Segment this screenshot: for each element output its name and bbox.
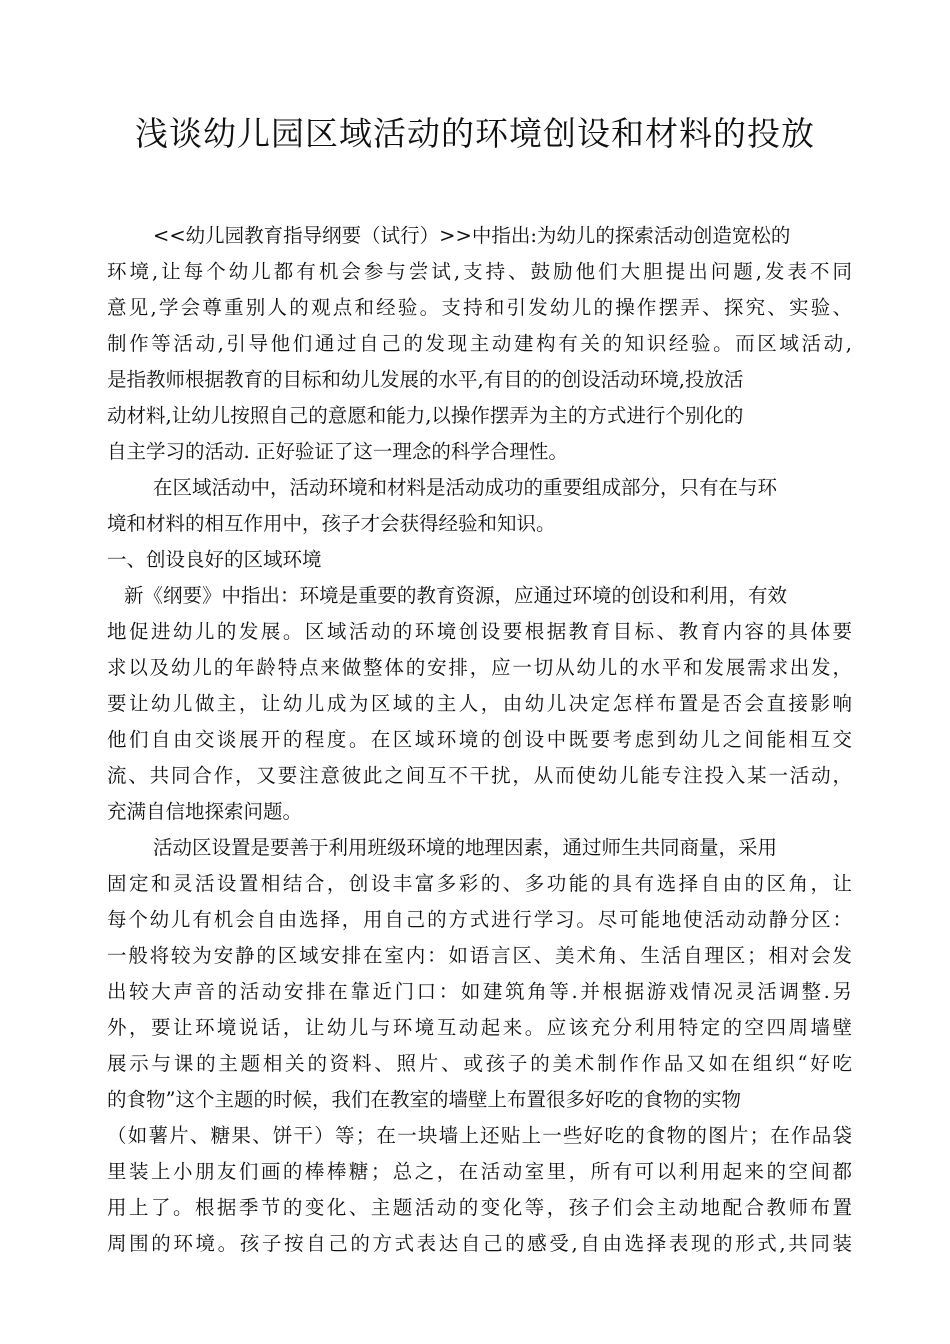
section-heading-1: 一、创设良好的区域环境 (107, 548, 322, 571)
body-line-28: 用上了。根据季节的变化、主题活动的变化等，孩子们会主动地配合教师布置 (107, 1196, 852, 1219)
body-line-12: 地促进幼儿的发展。区域活动的环境创设要根据教育目标、教育内容的具体要 (107, 620, 852, 643)
body-line-4: 制作等活动,引导他们通过自己的发现主动建构有关的知识经验。而区域活动, (107, 332, 852, 355)
body-line-17: 充满自信地探索问题。 (107, 800, 303, 823)
body-line-2: 环境,让每个幼儿都有机会参与尝试,支持、鼓励他们大胆提出问题,发表不同 (107, 260, 852, 283)
body-line-22: 出较大声音的活动安排在靠近门口：如建筑角等.并根据游戏情况灵活调整.另 (107, 980, 852, 1003)
body-line-11: 新《纲要》中指出：环境是重要的教育资源，应通过环境的创设和利用，有效 (124, 584, 788, 607)
body-line-26: （如薯片、糖果、饼干）等；在一块墙上还贴上一些好吃的食物的图片；在作品袋 (107, 1124, 852, 1147)
body-line-24: 展示与课的主题相关的资料、照片、或孩子的美术制作作品又如在组织“好吃 (107, 1052, 852, 1075)
body-line-29: 周围的环境。孩子按自己的方式表达自己的感受,自由选择表现的形式,共同装 (107, 1232, 852, 1255)
body-line-13: 求以及幼儿的年龄特点来做整体的安排，应一切从幼儿的水平和发展需求出发， (107, 656, 852, 679)
body-line-15: 他们自由交谈展开的程度。在区域环境的创设中既要考虑到幼儿之间能相互交 (107, 728, 852, 751)
body-line-8: 在区域活动中，活动环境和材料是活动成功的重要组成部分，只有在与环 (153, 476, 778, 499)
body-line-23: 外，要让环境说话，让幼儿与环境互动起来。应该充分利用特定的空四周墙壁 (107, 1016, 852, 1039)
body-line-14: 要让幼儿做主，让幼儿成为区域的主人，由幼儿决定怎样布置是否会直接影响 (107, 692, 852, 715)
document-title: 浅谈幼儿园区域活动的环境创设和材料的投放 (135, 114, 815, 153)
body-line-3: 意见,学会尊重别人的观点和经验。支持和引发幼儿的操作摆弄、探究、实验、 (107, 296, 852, 319)
body-line-6: 动材料,让幼儿按照自己的意愿和能力,以操作摆弄为主的方式进行个别化的 (107, 404, 744, 427)
body-line-25: 的食物”这个主题的时候，我们在教室的墙壁上布置很多好吃的食物的实物 (107, 1088, 741, 1111)
body-line-20: 每个幼儿有机会自由选择，用自己的方式进行学习。尽可能地使活动动静分区： (107, 908, 852, 931)
body-line-9: 境和材料的相互作用中，孩子才会获得经验和知识。 (107, 512, 556, 535)
body-line-27: 里装上小朋友们画的棒棒糖；总之，在活动室里，所有可以利用起来的空间都 (107, 1160, 852, 1183)
body-line-5: 是指教师根据教育的目标和幼儿发展的水平,有目的的创设活动环境,投放活 (107, 368, 744, 391)
body-line-1: <<幼儿园教育指导纲要（试行）>>中指出:为幼儿的探索活动创造宽松的 (153, 224, 791, 247)
body-line-7: 自主学习的活动. 正好验证了这一理念的科学合理性。 (107, 440, 568, 463)
body-line-21: 一般将较为安静的区域安排在室内：如语言区、美术角、生活自理区；相对会发 (107, 944, 852, 967)
body-line-19: 固定和灵活设置相结合，创设丰富多彩的、多功能的具有选择自由的区角，让 (107, 872, 852, 895)
body-line-18: 活动区设置是要善于利用班级环境的地理因素，通过师生共同商量，采用 (153, 836, 778, 859)
body-line-16: 流、共同合作，又要注意彼此之间互不干扰，从而使幼儿能专注投入某一活动， (107, 764, 852, 787)
